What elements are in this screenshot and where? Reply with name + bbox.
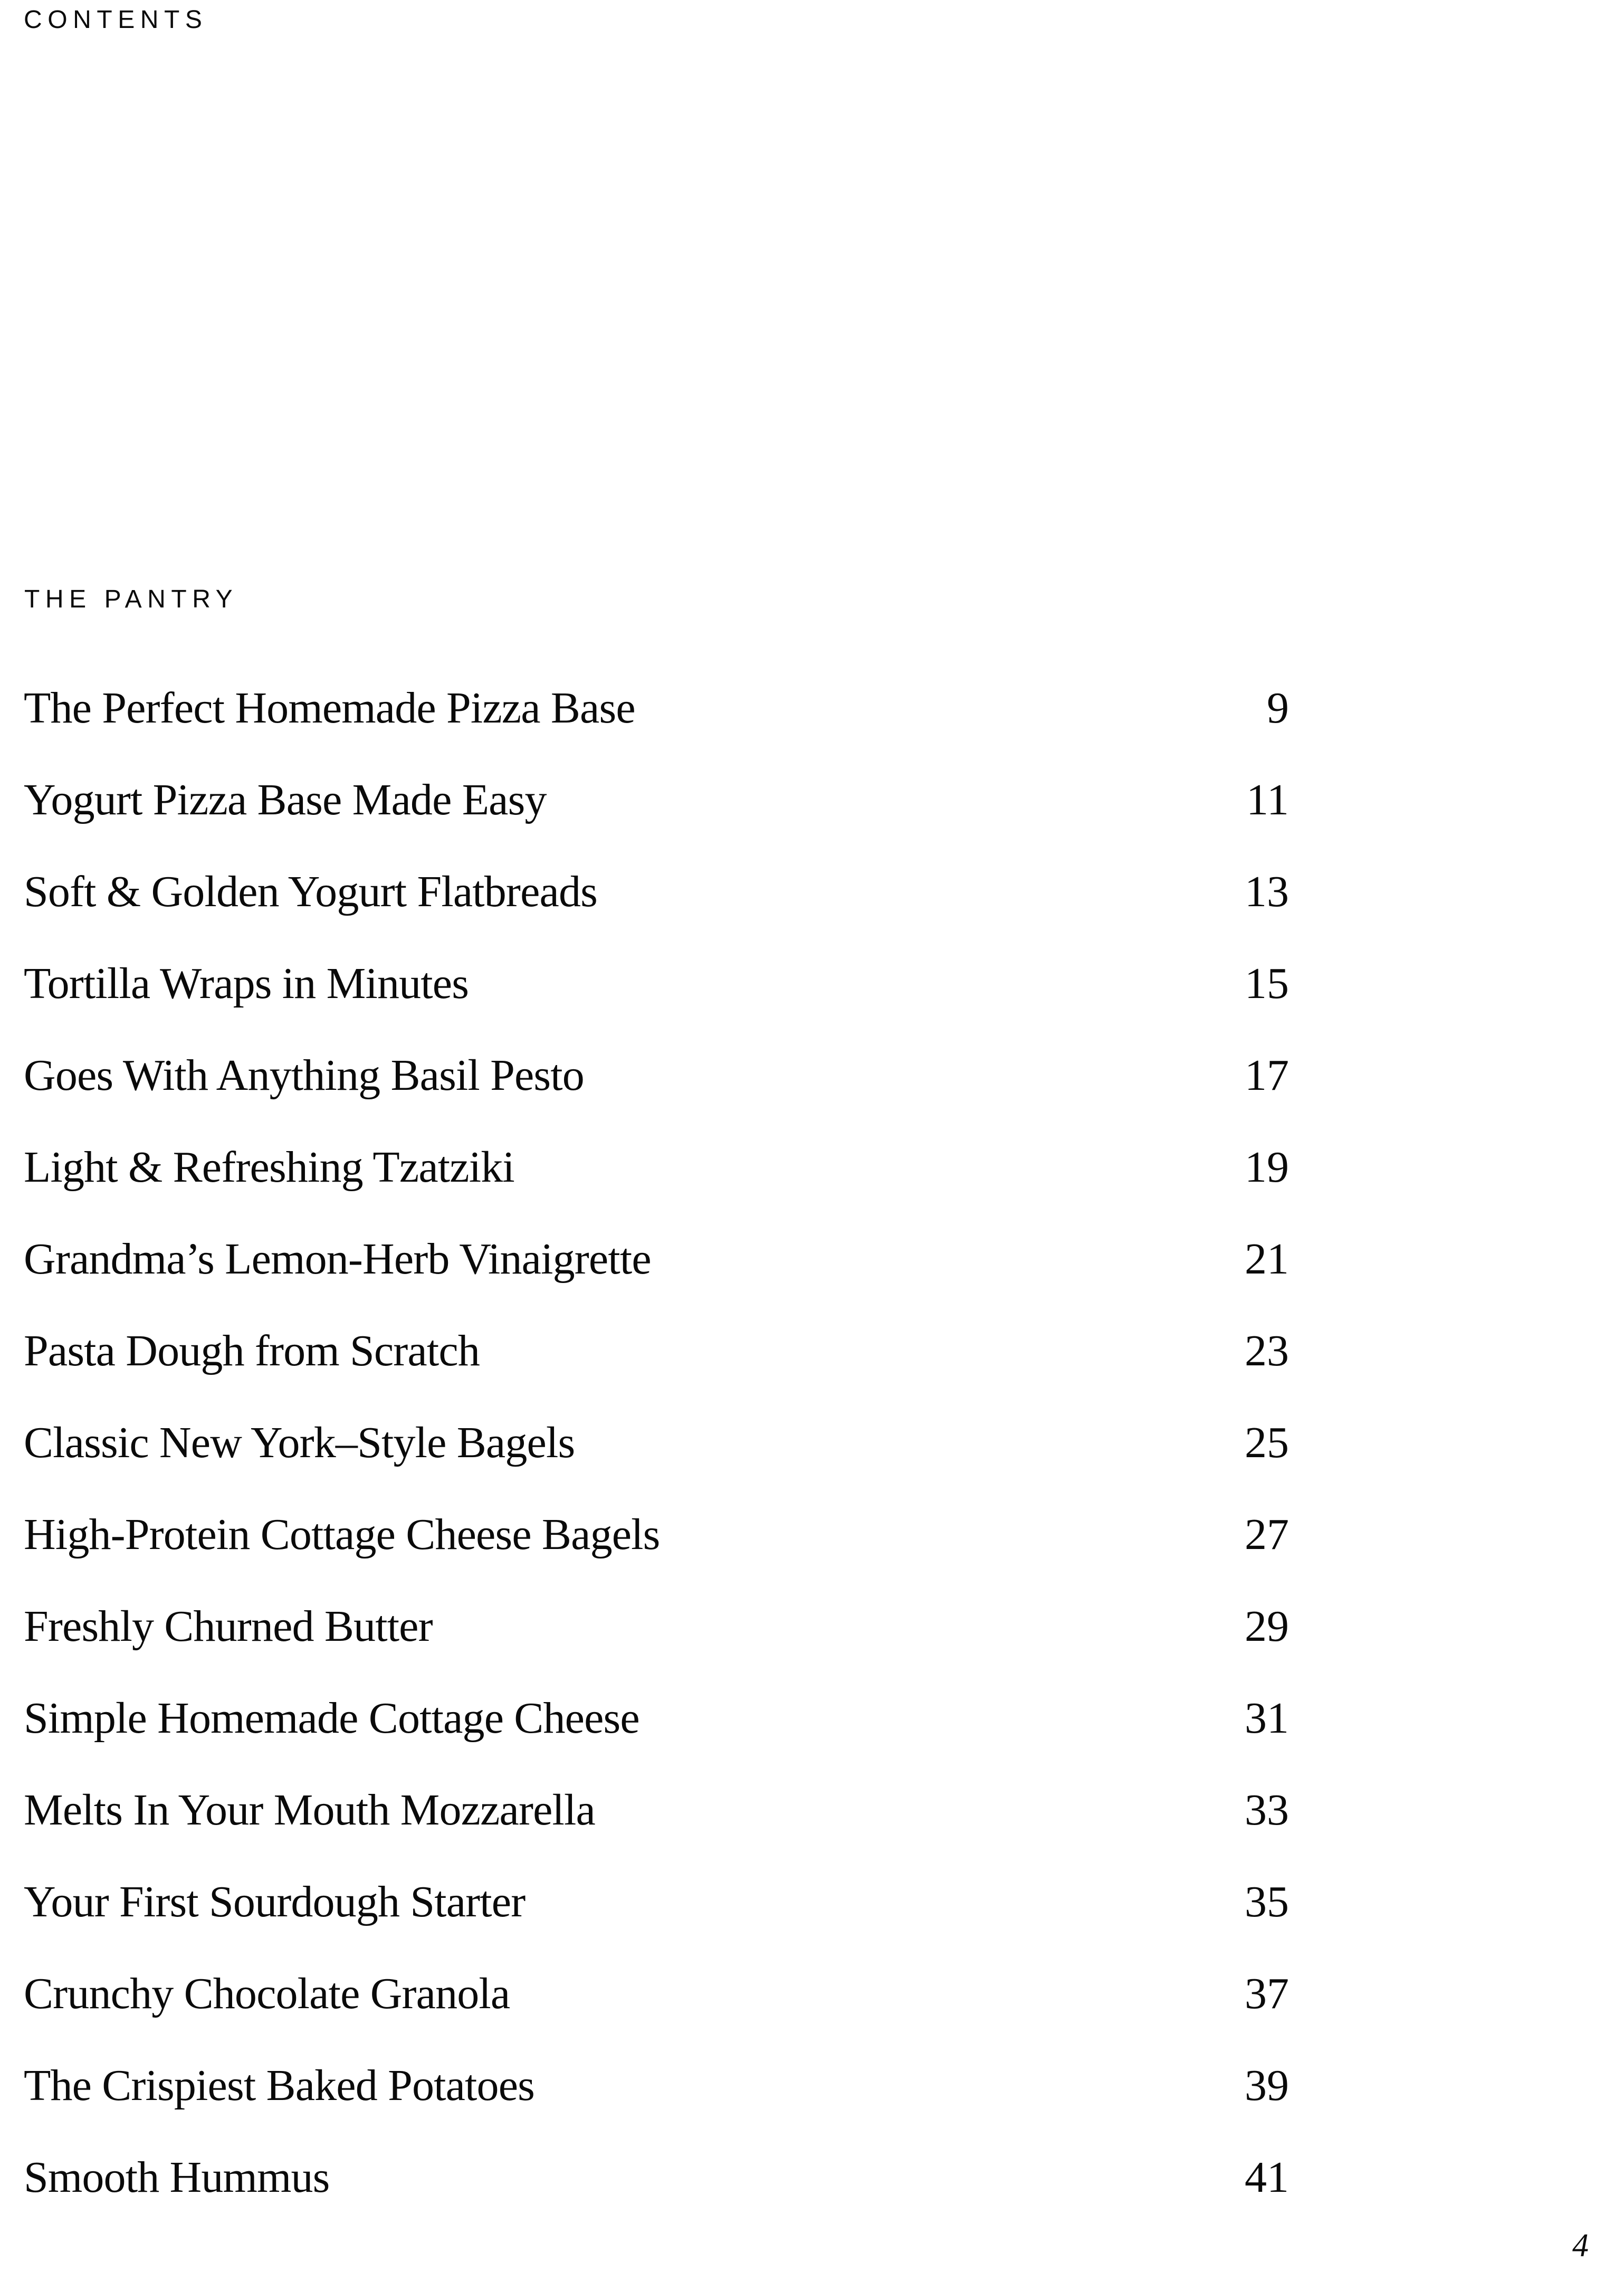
- toc-entry-page: 9: [1267, 683, 1289, 733]
- toc-entry: [24, 683, 1289, 733]
- toc-entry-title: Yogurt Pizza Base Made Easy: [24, 775, 547, 824]
- toc-entry-page: 39: [1245, 2061, 1289, 2110]
- toc-entry: [24, 1326, 1289, 1375]
- toc-entry: [24, 1604, 1289, 1649]
- toc-entry: [24, 1877, 1289, 1926]
- toc-entry: [24, 2061, 1289, 2110]
- toc-entry: [24, 1785, 1289, 1835]
- toc-entry: [24, 867, 1289, 916]
- toc-entry-title: Light & Refreshing Tzatziki: [24, 1143, 514, 1192]
- toc-entry-title: Goes With Anything Basil Pesto: [24, 1051, 584, 1100]
- toc-entry-title: Grandma’s Lemon-Herb Vinaigrette: [24, 1234, 651, 1284]
- toc-entry-page: 19: [1245, 1143, 1289, 1192]
- toc-entry: [24, 2155, 1289, 2200]
- toc-entry-page: 13: [1245, 867, 1289, 916]
- toc-entry-page: 29: [1245, 1602, 1289, 1651]
- toc-entry-title: Smooth Hummus: [24, 2153, 330, 2202]
- toc-entry-title: Melts In Your Mouth Mozzarella: [24, 1785, 596, 1835]
- toc-entry: [24, 1969, 1289, 2018]
- toc-entry: [24, 1234, 1289, 1284]
- toc-entry-page: 11: [1246, 775, 1289, 824]
- toc-entry-page: 17: [1245, 1051, 1289, 1100]
- toc-entry-page: 41: [1245, 2153, 1289, 2202]
- toc-entry-title: Classic New York–Style Bagels: [24, 1418, 575, 1467]
- toc-entry-page: 15: [1245, 959, 1289, 1008]
- toc-entry: [24, 1053, 1289, 1098]
- toc-entry-page: 35: [1245, 1877, 1289, 1926]
- toc-entry: [24, 959, 1289, 1008]
- toc-entry-page: 33: [1245, 1785, 1289, 1835]
- toc-entry-title: The Crispiest Baked Potatoes: [24, 2061, 534, 2110]
- toc-entry-page: 23: [1245, 1326, 1289, 1375]
- toc-entry-title: Tortilla Wraps in Minutes: [24, 959, 469, 1008]
- toc-entry-page: 37: [1245, 1969, 1289, 2018]
- toc-entry: [24, 1418, 1289, 1467]
- contents-heading: CONTENTS: [24, 6, 208, 34]
- toc-entry-title: Pasta Dough from Scratch: [24, 1326, 480, 1375]
- toc-entry: [24, 1145, 1289, 1190]
- toc-entry-title: Crunchy Chocolate Granola: [24, 1969, 510, 2018]
- toc-entry-title: Soft & Golden Yogurt Flatbreads: [24, 867, 597, 916]
- toc-list: [24, 683, 1289, 2247]
- page-number-folio: 4: [1572, 2228, 1589, 2264]
- toc-entry-title: Freshly Churned Butter: [24, 1602, 433, 1651]
- toc-entry: [24, 1510, 1289, 1559]
- section-heading-the-pantry: THE PANTRY: [24, 585, 238, 613]
- toc-entry: [24, 775, 1289, 824]
- toc-entry-title: High-Protein Cottage Cheese Bagels: [24, 1510, 660, 1559]
- toc-entry-page: 21: [1245, 1234, 1289, 1284]
- toc-entry-title: Simple Homemade Cottage Cheese: [24, 1694, 639, 1743]
- toc-entry-title: The Perfect Homemade Pizza Base: [24, 683, 635, 733]
- toc-entry-page: 27: [1245, 1510, 1289, 1559]
- toc-entry-page: 31: [1245, 1694, 1289, 1743]
- toc-entry: [24, 1696, 1289, 1741]
- toc-entry-title: Your First Sourdough Starter: [24, 1877, 526, 1926]
- toc-entry-page: 25: [1245, 1418, 1289, 1467]
